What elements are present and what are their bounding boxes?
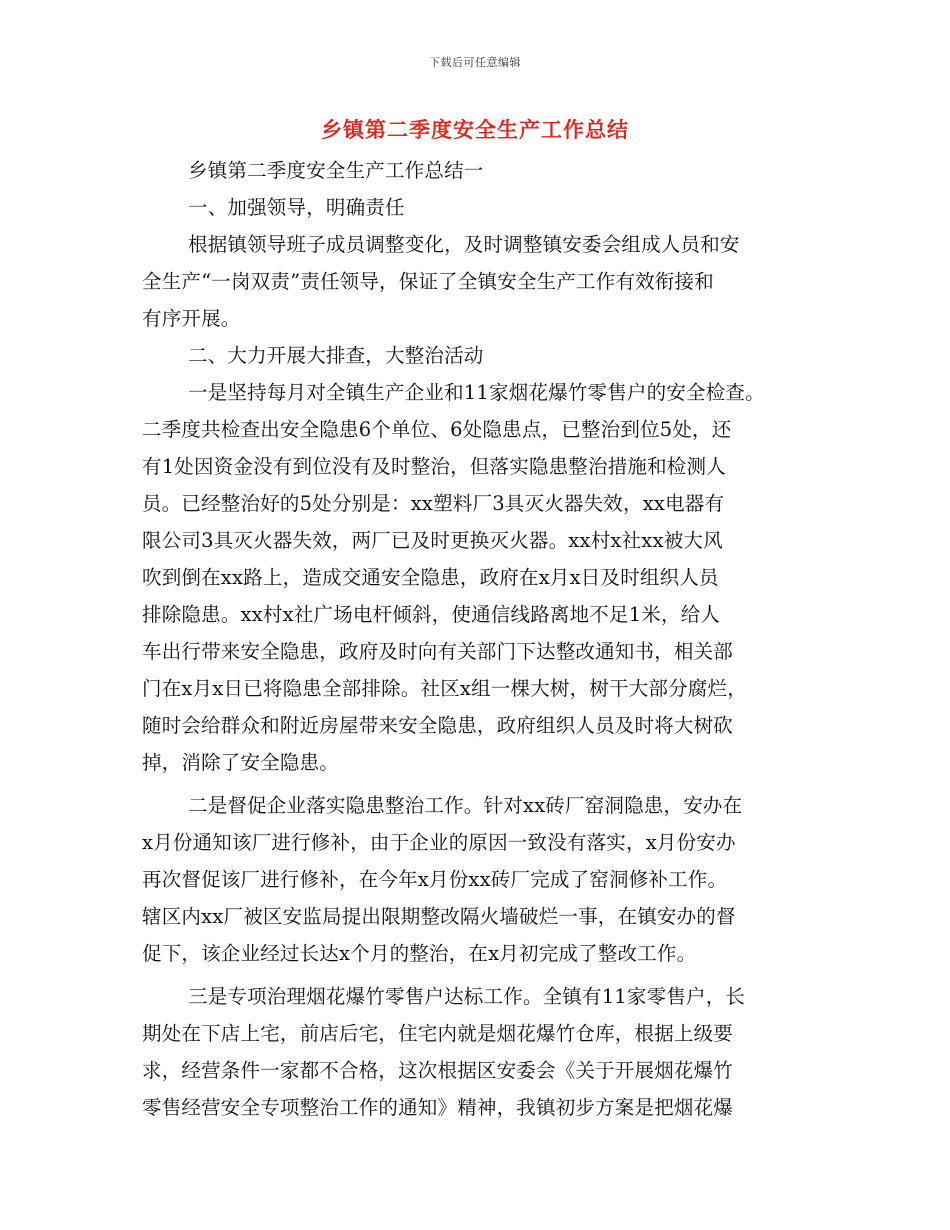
paragraph-line: 促下，该企业经过长达x个月的整治，在x月初完成了整改工作。 — [142, 942, 697, 965]
paragraph-line: 再次督促该厂进行修补，在今年x月份xx砖厂完成了窑洞修补工作。 — [142, 868, 728, 891]
paragraph-line: 排除隐患。xx村x社广场电杆倾斜，使通信线路离地不足1米，给人 — [142, 603, 721, 626]
paragraph-line: 辖区内xx厂被区安监局提出限期整改隔火墙破烂一事，在镇安办的督 — [142, 905, 736, 928]
paragraph-line: 零售经营安全专项整治工作的通知》精神，我镇初步方案是把烟花爆 — [142, 1096, 734, 1119]
paragraph-line: 二是督促企业落实隐患整治工作。针对xx砖厂窑洞隐患，安办在 — [188, 794, 743, 817]
paragraph-line: x月份通知该厂进行修补，由于企业的原因一致没有落实，x月份安办 — [142, 831, 736, 854]
paragraph-line: 求，经营条件一家都不合格，这次根据区安委会《关于开展烟花爆竹 — [142, 1059, 734, 1082]
section-heading-2: 二、大力开展大排查，大整治活动 — [188, 344, 484, 367]
paragraph-line: 员。已经整治好的5处分别是：xx塑料厂3具灭火器失效，xx电器有 — [142, 492, 725, 515]
paragraph-line: 二季度共检查出安全隐患6个单位、6处隐患点，已整治到位5处，还 — [142, 418, 732, 441]
paragraph-line: 掉，消除了安全隐患。 — [142, 751, 340, 774]
document-title: 乡镇第二季度安全生产工作总结 — [321, 117, 629, 142]
subtitle-line: 乡镇第二季度安全生产工作总结一 — [188, 159, 484, 182]
section-heading-1: 一、加强领导，明确责任 — [188, 196, 405, 219]
paragraph-line: 有序开展。 — [142, 307, 241, 330]
paragraph-line: 限公司3具灭火器失效，两厂已及时更换灭火器。xx村x社xx被大风 — [142, 529, 723, 552]
header-note: 下载后可任意编辑 — [429, 56, 521, 69]
paragraph-line: 有1处因资金没有到位没有及时整治，但落实隐患整治措施和检测人 — [142, 455, 726, 478]
paragraph-line: 三是专项治理烟花爆竹零售户达标工作。全镇有11家零售户，长 — [188, 985, 746, 1008]
paragraph-line: 吹到倒在xx路上，造成交通安全隐患，政府在x月x日及时组织人员 — [142, 566, 719, 589]
paragraph-line: 根据镇领导班子成员调整变化，及时调整镇安委会组成人员和安 — [188, 233, 740, 256]
paragraph-line: 车出行带来安全隐患，政府及时向有关部门下达整改通知书，相关部 — [142, 640, 734, 663]
paragraph-line: 门在x月x日已将隐患全部排除。社区x组一棵大树，树干大部分腐烂， — [142, 677, 747, 700]
paragraph-line: 全生产“一岗双责”责任领导，保证了全镇安全生产工作有效衔接和 — [142, 270, 714, 293]
paragraph-line: 随时会给群众和附近房屋带来安全隐患，政府组织人员及时将大树砍 — [142, 714, 734, 737]
paragraph-line: 期处在下店上宅，前店后宅，住宅内就是烟花爆竹仓库，根据上级要 — [142, 1022, 734, 1045]
paragraph-line: 一是坚持每月对全镇生产企业和11家烟花爆竹零售户的安全检查。 — [188, 381, 765, 404]
document-body — [142, 152, 822, 1126]
